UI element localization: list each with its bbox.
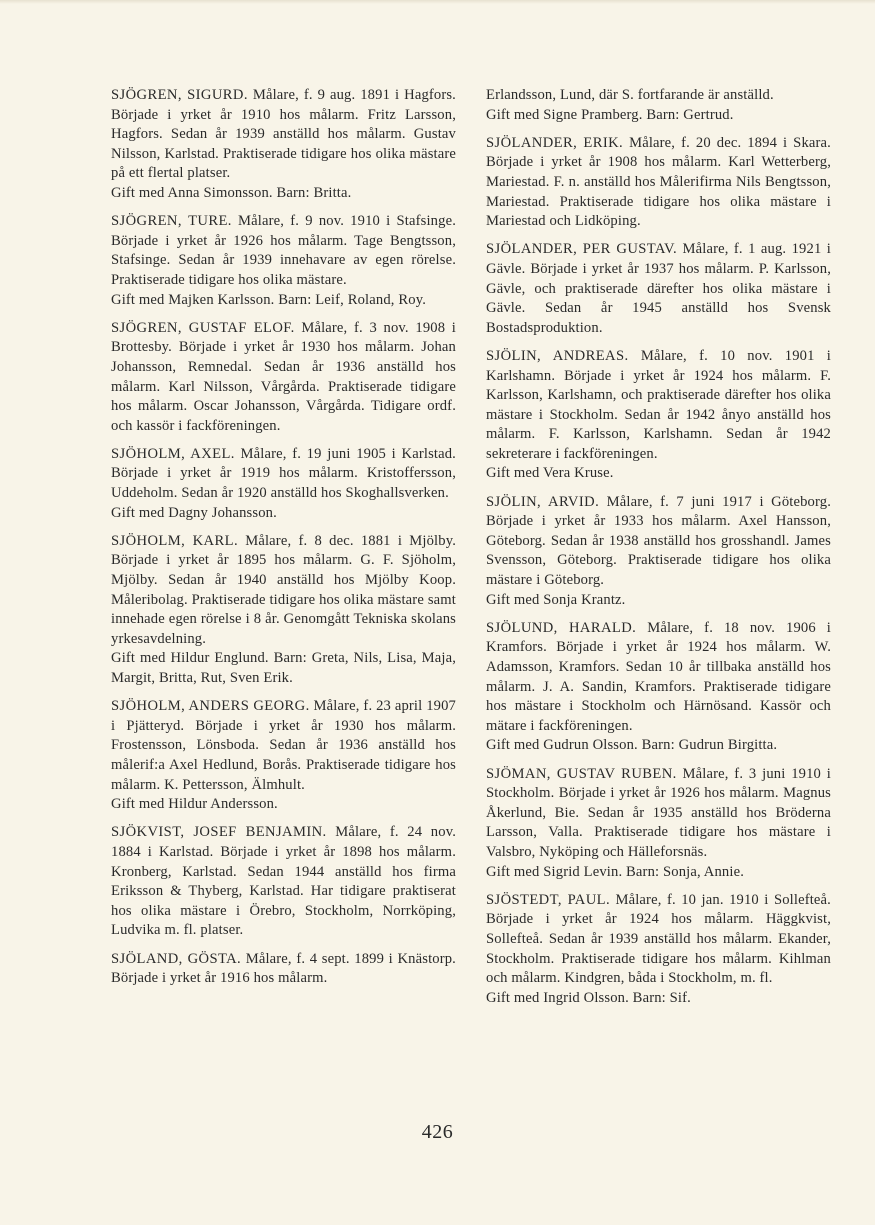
entry-family: Gift med Signe Pramberg. Barn: Gertrud. (486, 106, 734, 123)
entry-text (111, 823, 456, 941)
entry-text (486, 240, 831, 338)
entry (486, 347, 831, 484)
entry-name: SJÖGREN, TURE. (111, 213, 232, 230)
entry-family: Gift med Vera Kruse. (486, 465, 614, 482)
entry-text (486, 619, 831, 737)
entry-family: Gift med Gudrun Olsson. Barn: Gudrun Birgitta. (486, 737, 778, 754)
entry-text (486, 134, 831, 232)
entry-body: Målare, f. 24 nov. 1884 i Karlstad. Började i yrket år 1898 hos målarm. Kronberg, Karlstad. Sedan 1944 anställd hos firma Eriksson & Thyberg, Karlstad. Har tidigare praktiserat hos olika mästare i Örebro, Stockholm, Norrköping, Ludvika m. fl. platser. (111, 824, 456, 939)
entry-name: SJÖLUND, HARALD. (486, 619, 637, 636)
entry-body: Målare, f. 3 nov. 1908 i Brottesby. Började i yrket år 1930 hos målarm. Johan Johansson, Remnedal. Sedan år 1936 anställd hos målarm. Karl Nilsson, Vårgårda. Praktiserade tidigare hos målarm. Oscar Johansson, Vårgårda. Tidigare ordf. och kassör i fackföreningen. (111, 319, 457, 434)
entry-text (486, 891, 831, 989)
entry-text (111, 697, 456, 795)
entry-name: SJÖKVIST, JOSEF BENJAMIN. (111, 824, 327, 841)
entry-body: Målare, f. 4 sept. 1899 i Knästorp. Började i yrket år 1916 hos målarm. (111, 950, 456, 987)
entry-text (111, 86, 456, 184)
entry (486, 891, 831, 1009)
entry-name: SJÖLANDER, ERIK. (486, 134, 624, 151)
entry-body: Målare, f. 10 nov. 1901 i Karlshamn. Började i yrket år 1924 hos målarm. F. Karlsson, Karlshamn, och praktiserade därefter hos olika mästare i Stockholm. Sedan år 1942 ånyo anställd hos målarm. F. Karlsson, Karlshamn. Sedan år 1942 sekreterare i fackföreningen. (486, 347, 831, 462)
entry-name: SJÖHOLM, AXEL. (111, 445, 235, 462)
entry (486, 134, 831, 232)
entry (111, 86, 456, 204)
entry-family: Gift med Sonja Krantz. (486, 591, 626, 608)
entry-name: SJÖHOLM, ANDERS GEORG. (111, 698, 310, 715)
right-column (486, 86, 831, 1017)
entry-body: Målare, f. 3 juni 1910 i Stockholm. Började i yrket år 1926 hos målarm. Magnus Åkerlund, Bie. Sedan år 1935 anställd hos Bröderna Larsson, Valla. Praktiserade tidigare hos mästare i Valsbro, Nyköping och Hälleforsnäs. (486, 765, 831, 860)
entry (486, 493, 831, 611)
page-number: 426 (421, 1121, 454, 1143)
entry-family: Gift med Sigrid Levin. Barn: Sonja, Annie. (486, 863, 745, 880)
entry-body: Målare, f. 19 juni 1905 i Karlstad. Började i yrket år 1919 hos målarm. Kristoffersson, Uddeholm. Sedan år 1920 anställd hos Skoghallsverken. (111, 445, 456, 502)
entry-body: Målare, f. 18 nov. 1906 i Kramfors. Började i yrket år 1924 hos målarm. W. Adamsson, Kramfors. Sedan 10 år tillbaka anställd hos målarm. J. A. Sandin, Kramfors. Praktiserade tidigare hos mästare i Stockholm och Härnösand. Kassör och mätare i fackföreningen. (486, 619, 831, 734)
entry-name: SJÖLANDER, PER GUSTAV. (486, 241, 678, 258)
entry-text (486, 86, 831, 106)
entry-name: SJÖSTEDT, PAUL. (486, 891, 611, 908)
entry-body: Målare, f. 7 juni 1917 i Göteborg. Började i yrket år 1933 hos målarm. Axel Hansson, Göteborg. Sedan år 1938 anställd hos grosshandl. James Svensson, Göteborg. Praktiserade tidigare hos olika mästare i Göteborg. (486, 493, 831, 589)
entry-text (111, 212, 456, 290)
entry (111, 319, 456, 437)
left-column (111, 86, 456, 997)
entry-family: Gift med Dagny Johansson. (111, 504, 277, 521)
entry (486, 619, 831, 756)
entry-name: SJÖMAN, GUSTAV RUBEN. (486, 765, 677, 782)
page-edge (0, 0, 875, 4)
entry (486, 765, 831, 883)
entry-family: Gift med Hildur Andersson. (111, 796, 278, 813)
entry (486, 240, 831, 338)
entry-family: Gift med Anna Simonsson. Barn: Britta. (111, 184, 352, 201)
entry-name: SJÖLIN, ANDREAS. (486, 347, 629, 364)
entry-body: Målare, f. 23 april 1907 i Pjätteryd. Började i yrket år 1930 hos målarm. Frostensson, Lönsboda. Sedan år 1936 anställd hos målerif:a Axel Hedlund, Borås. Praktiserade tidigare hos målarm. K. Pettersson, Älmhult. (111, 698, 456, 793)
entry-continuation (486, 86, 831, 125)
entry-family: Gift med Hildur Englund. Barn: Greta, Nils, Lisa, Maja, Margit, Britta, Rut, Sven Erik. (111, 650, 456, 686)
entry-text (486, 765, 831, 863)
entry-family: Gift med Majken Karlsson. Barn: Leif, Roland, Roy. (111, 291, 426, 308)
entry-body: Målare, f. 20 dec. 1894 i Skara. Började i yrket år 1908 hos målarm. Karl Wetterberg, Mariestad. F. n. anställd hos Målerifirma Nils Bengtsson, Mariestad. Praktiserade tidigare hos olika mästare i Mariestad och Lidköping. (486, 134, 831, 230)
entry-text (486, 493, 831, 591)
entry-name: SJÖLAND, GÖSTA. (111, 950, 242, 967)
entry-body: Erlandsson, Lund, där S. fortfarande är anställd. (486, 87, 774, 103)
entry-text (486, 347, 831, 465)
entry-name: SJÖHOLM, KARL. (111, 532, 238, 549)
entry-text (111, 950, 456, 989)
entry-body: Målare, f. 9 nov. 1910 i Stafsinge. Började i yrket år 1926 hos målarm. Tage Bengtsson, Stafsinge. Sedan år 1939 innehavare av egen rörelse. Praktiserade tidigare hos olika mästare. (111, 213, 456, 288)
entry (111, 445, 456, 523)
entry-body: Målare, f. 9 aug. 1891 i Hagfors. Började i yrket år 1910 hos målarm. Fritz Larsson, Hagfors. Sedan år 1939 anställd hos målarm. Gustav Nilsson, Karlstad. Praktiserade tidigare hos olika mästare på ett flertal platser. (111, 87, 456, 182)
entry (111, 212, 456, 310)
entry-body: Målare, f. 10 jan. 1910 i Sollefteå. Började i yrket år 1924 hos målarm. Häggkvist, Sollefteå. Sedan år 1939 anställd hos målarm. Ekander, Stockholm. Praktiserade tidigare hos målarm. Kihlman och målarm. Kindgren, båda i Stockholm, m. fl. (486, 891, 831, 987)
entry (111, 823, 456, 941)
entry-text (111, 532, 456, 650)
entry (111, 532, 456, 689)
entry-body: Målare, f. 1 aug. 1921 i Gävle. Började i yrket år 1937 hos målarm. P. Karlsson, Gävle, och praktiserade därefter hos olika mästare i Gävle. Sedan år 1945 anställd hos Svensk Bostadsproduktion. (486, 241, 831, 336)
entry-name: SJÖLIN, ARVID. (486, 493, 600, 510)
entry-body: Målare, f. 8 dec. 1881 i Mjölby. Började i yrket år 1895 hos målarm. G. F. Sjöholm, Mjölby. Sedan år 1940 anställd hos Mjölby Koop. Måleribolag. Praktiserade tidigare hos olika mästare samt innehade egen rörelse i 8 år. Genomgått Tekniska skolans yrkesavdelning. (111, 532, 456, 647)
entry (111, 950, 456, 989)
entry-name: SJÖGREN, GUSTAF ELOF. (111, 319, 295, 336)
entry-family: Gift med Ingrid Olsson. Barn: Sif. (486, 989, 691, 1006)
entry (111, 697, 456, 815)
entry-name: SJÖGREN, SIGURD. (111, 87, 248, 103)
entry-text (111, 445, 456, 504)
entry-text (111, 319, 456, 437)
